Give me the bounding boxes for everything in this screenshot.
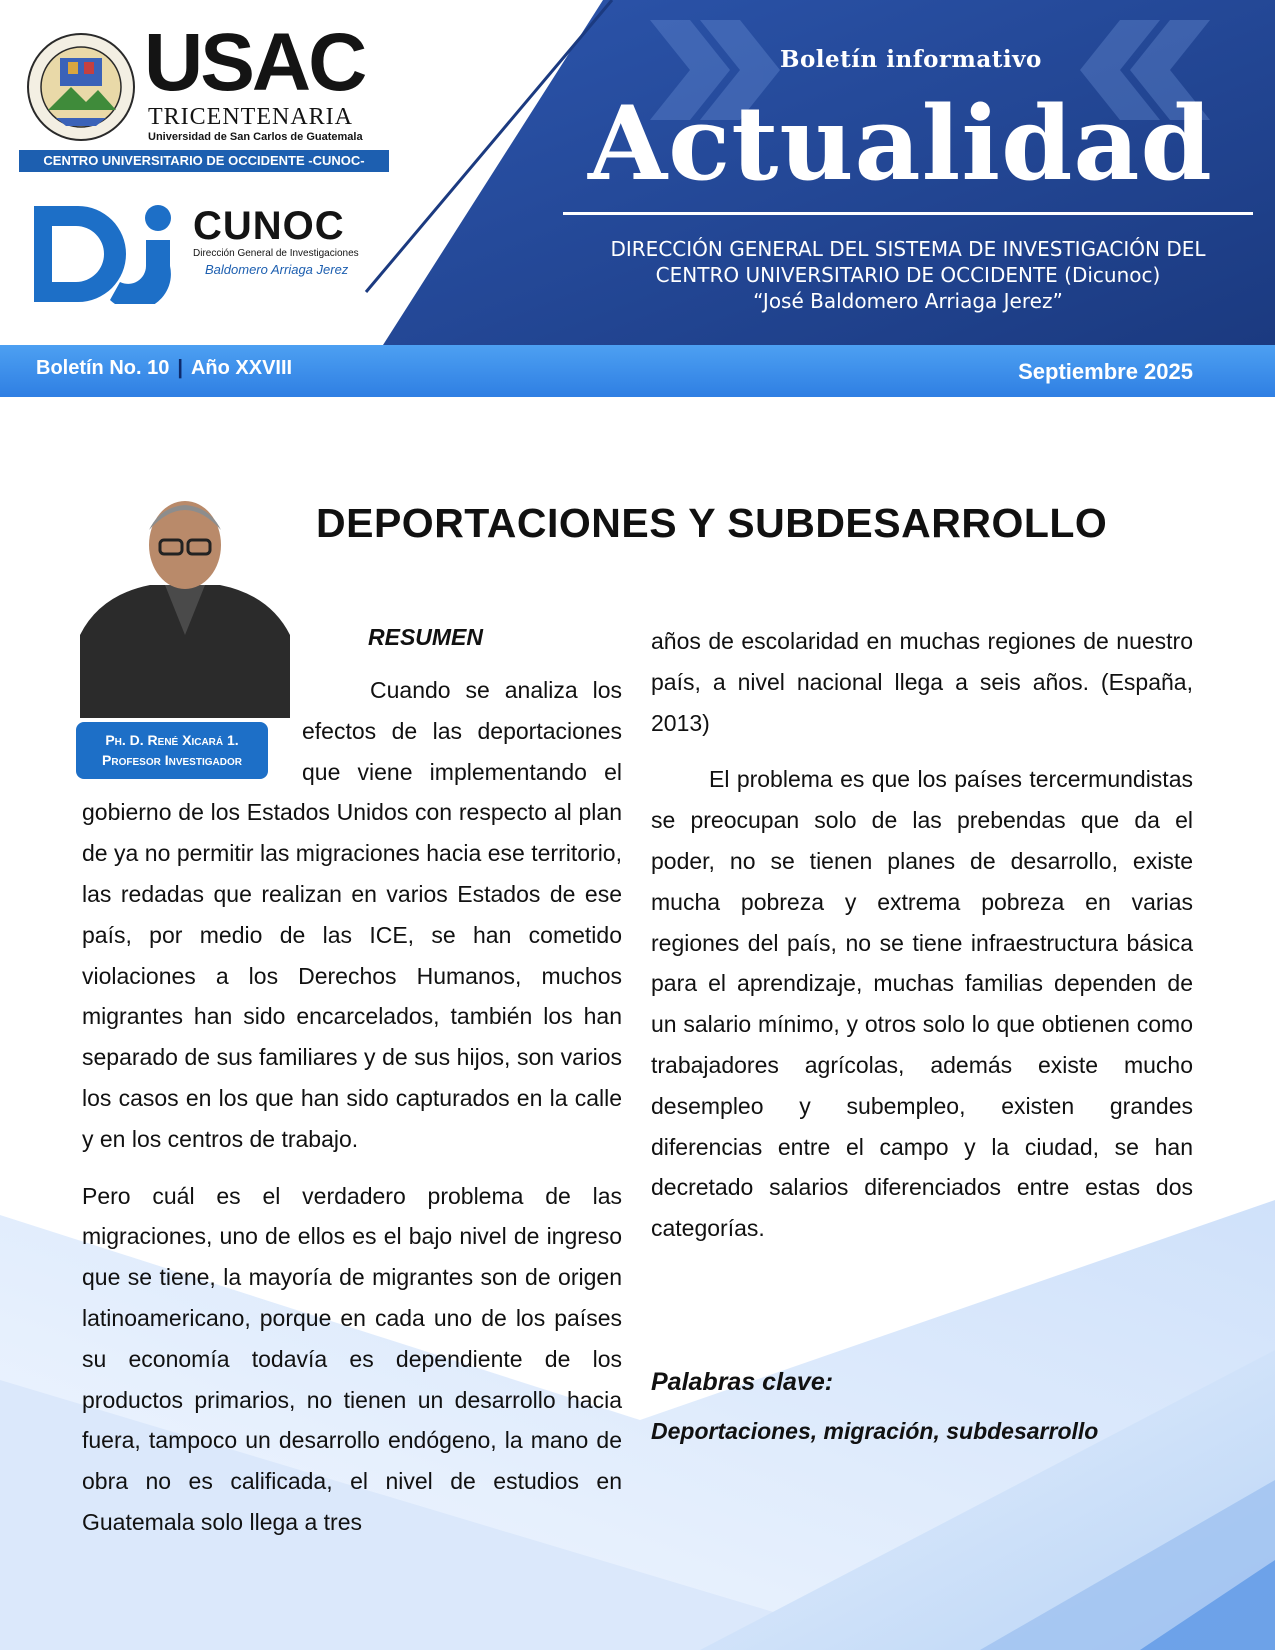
issue-left (36, 357, 292, 380)
direction-line-3: “José Baldomero Arriaga Jerez” (753, 289, 1063, 313)
publication-title: Actualidad (588, 84, 1213, 204)
direction-line-2: CENTRO UNIVERSITARIO DE OCCIDENTE (Dicunoc) (655, 263, 1161, 287)
dgi-person-name: Baldomero Arriaga Jerez (205, 262, 349, 277)
tricentenaria-label: TRICENTENARIA (148, 104, 353, 130)
direction-line-1: DIRECCIÓN GENERAL DEL SISTEMA DE INVESTIGACIÓN DEL (610, 237, 1206, 261)
right-column (651, 621, 1193, 1249)
dicunoc-logo-icon (30, 204, 180, 304)
boletin-label: Boletín informativo (780, 46, 1042, 73)
university-name: Universidad de San Carlos de Guatemala (148, 131, 363, 143)
author-name: Ph. D. René Xicará 1. (105, 732, 239, 748)
dgi-name: Dirección General de Investigaciones (193, 248, 359, 259)
usac-wordmark: USAC (144, 17, 365, 108)
paragraph-3: El problema es que los países tercermundistas se preocupan solo de las prebendas que da el poder, no se tienen planes de desarrollo, existe mucha pobreza y extrema pobreza en varias regiones del país, no se tiene infraestructura básica para el aprendizaje, muchas familias dependen de un salario mínimo, y otros solo lo que obtienen como trabajadores agrícolas, además existe mucho desempleo y subempleo, existen grandes diferencias entre el campo y la ciudad, se han decretado salarios diferenciados entre estas dos categorías. (651, 766, 1193, 1242)
logos-area (0, 0, 420, 345)
article-title: DEPORTACIONES Y SUBDESARROLLO (316, 500, 1108, 546)
paragraph-2: Pero cuál es el verdadero problema de las migraciones, uno de ellos es el bajo nivel de ingreso que se tiene, la mayoría de migrantes son de origen latinoamericano, porque en cada uno de los países su economía todavía es dependiente de los productos primarios, no tienen un desarrollo hacia fuera, tampoco un desarrollo endógeno, la mano de obra no es calificada, el nivel de estudios en Guatemala solo llega a tres (82, 1182, 622, 1535)
abstract-heading: RESUMEN (368, 624, 484, 650)
cunoc-wordmark: CUNOC (193, 204, 345, 248)
usac-seal-icon (26, 32, 136, 142)
left-column (82, 670, 622, 1543)
author-role: Profesor Investigador (102, 752, 242, 768)
paragraph-1: Cuando se analiza los efectos de las deportaciones que viene implementando el gobierno de los Estados Unidos con respecto al plan de ya no permitir las migraciones hacia ese territorio, las redadas que realizan en varios Estados de ese país, por medio de las ICE, se han cometido violaciones a los Derechos Humanos, muchos migrantes han sido encarcelados, también los han separado de sus familiares y de sus hijos, son varios los casos en los que han sido capturados en la calle y en los centros de trabajo. (82, 677, 622, 1152)
direction-block (563, 236, 1253, 314)
author-caption (76, 722, 268, 779)
bulletin-number: Boletín No. 10 (36, 357, 170, 379)
header-divider (563, 212, 1253, 215)
keywords-heading: Palabras clave: (651, 1368, 834, 1396)
center-name-bar: CENTRO UNIVERSITARIO DE OCCIDENTE -CUNOC- (19, 150, 389, 172)
keywords-list: Deportaciones, migración, subdesarrollo (651, 1418, 1099, 1444)
issue-date: Septiembre 2025 (1018, 359, 1193, 384)
paragraph-2-continued: años de escolaridad en muchas regiones de nuestro país, a nivel nacional llega a seis años. (España, 2013) (651, 628, 1193, 736)
bar-separator: | (177, 357, 183, 379)
issue-info-bar (0, 345, 1275, 397)
bulletin-year: Año XXVIII (190, 357, 293, 379)
